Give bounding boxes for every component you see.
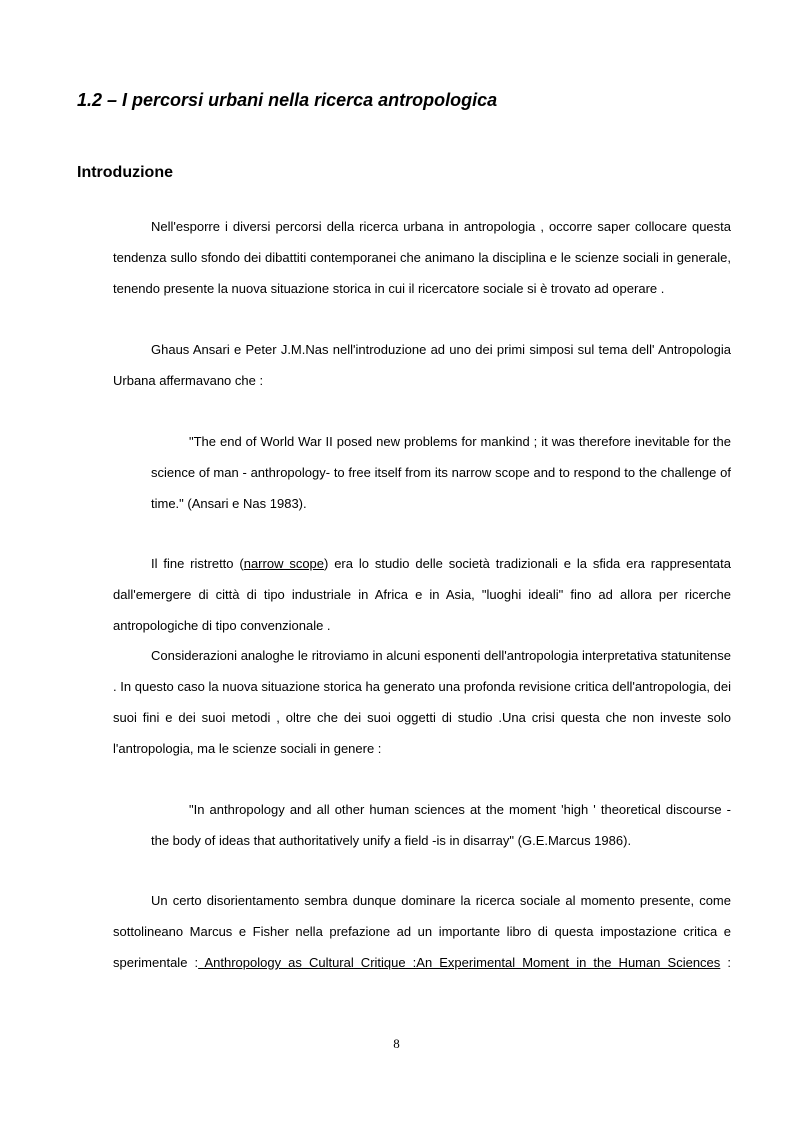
paragraph-3-text-after: ) era lo studio delle società tradizionali e la sfida era rappresentata dall'emergere di città di tipo industriale in Africa e in Asia, "luoghi ideali" fino ad allora per ricerche antropologiche di tipo convenzionale . [113, 556, 732, 633]
paragraph-5 [113, 885, 731, 978]
paragraph-3-text-before: Il fine ristretto ( [151, 556, 244, 571]
quote-2: "In anthropology and all other human sciences at the moment 'high ' theoretical discourse - the body of ideas that authoritatively unify a field -is in disarray" (G.E.Marcus 1986). [151, 802, 731, 848]
page-number: 8 [393, 1036, 400, 1051]
paragraph-5-text-after: : [720, 955, 731, 970]
quote-1: "The end of World War II posed new problems for mankind ; it was therefore inevitable for the science of man - anthropology- to free itself from its narrow scope and to respond to the challenge of time." (Ansari e Nas 1983). [151, 434, 731, 511]
book-title-reference: Anthropology as Cultural Critique :An Experimental Moment in the Human Sciences [198, 955, 721, 970]
paragraph-2: Ghaus Ansari e Peter J.M.Nas nell'introduzione ad uno dei primi simposi sul tema dell' Antropologia Urbana affermavano che : [113, 342, 731, 388]
narrow-scope-term: narrow scope [243, 556, 325, 571]
paragraph-1: Nell'esporre i diversi percorsi della ricerca urbana in antropologia , occorre saper collocare questa tendenza sullo sfondo dei dibattiti contemporanei che animano la disciplina e le scienze sociali in generale, tenendo presente la nuova situazione storica in cui il ricercatore sociale si è trovato ad operare . [113, 219, 731, 296]
section-title: Introduzione [77, 164, 173, 181]
chapter-title: 1.2 – I percorsi urbani nella ricerca antropologica [77, 90, 498, 110]
paragraph-3 [113, 548, 731, 641]
paragraph-4: Considerazioni analoghe le ritroviamo in alcuni esponenti dell'antropologia interpretativa statunitense . In questo caso la nuova situazione storica ha generato una profonda revisione critica dell'antropologia, dei suoi fini e dei suoi metodi , oltre che dei suoi oggetti di studio .Una crisi questa che non investe solo l'antropologia, ma le scienze sociali in genere : [113, 648, 731, 756]
paragraph-5-text-before: Un certo disorientamento sembra dunque dominare la ricerca sociale al momento presente, come sottolineano Marcus e Fisher nella prefazione ad un importante libro di questa impostazione critica e sperimentale : [113, 893, 731, 970]
